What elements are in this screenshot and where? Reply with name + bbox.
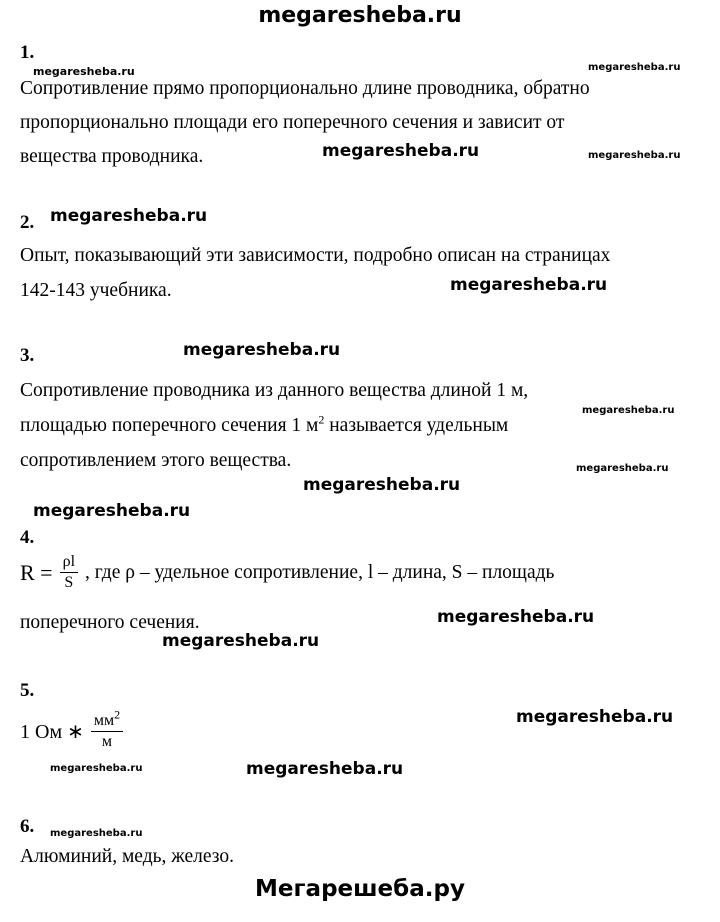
item-6-number: 6. [20, 816, 35, 837]
item-3-number: 3. [20, 345, 35, 366]
watermark: megaresheba.ru [246, 759, 404, 779]
superscript-2: 2 [114, 707, 121, 722]
item-1-line-2: пропорционально площади его поперечного сечения и зависит от [20, 112, 565, 133]
watermark: megaresheba.ru [588, 62, 681, 73]
unit-fraction [91, 707, 123, 752]
formula-lhs: R = [20, 559, 53, 585]
superscript-2: 2 [318, 412, 325, 427]
item-1-number: 1. [20, 42, 35, 63]
watermark: megaresheba.ru [50, 206, 208, 226]
item-4-number: 4. [20, 527, 35, 548]
item-2-line-1: Опыт, показывающий эти зависимости, подробно описан на страницах [20, 245, 611, 266]
formula-fraction [60, 553, 78, 593]
item-2-line-2: 142-143 учебника. [20, 280, 172, 301]
numerator-base: мм [93, 712, 115, 729]
watermark: megaresheba.ru [162, 631, 320, 651]
item-3-line-1: Сопротивление проводника из данного вещества длиной 1 м, [20, 380, 529, 401]
formula-description: , где ρ – удельное сопротивление, l – длина, S – площадь [85, 561, 555, 583]
resistance-formula [20, 553, 554, 593]
item-3-line-2 [20, 412, 509, 437]
watermark: megaresheba.ru [450, 275, 608, 295]
item-3-line-2-tail: называется удельным [324, 415, 509, 436]
item-2-number: 2. [20, 212, 35, 233]
item-6-text: Алюминий, медь, железо. [20, 846, 234, 867]
item-3-line-2-text: площадью поперечного сечения 1 м [20, 415, 319, 436]
item-5-number: 5. [20, 680, 35, 701]
watermark: megaresheba.ru [576, 463, 669, 474]
watermark: megaresheba.ru [588, 150, 681, 161]
watermark: megaresheba.ru [183, 340, 341, 360]
watermark: megaresheba.ru [50, 763, 143, 774]
unit-prefix: 1 Ом ∗ [20, 721, 84, 744]
watermark: megaresheba.ru [33, 501, 191, 521]
item-4-line-2: поперечного сечения. [20, 612, 200, 633]
watermark: megaresheba.ru [50, 828, 143, 839]
item-1-line-1: Сопротивление прямо пропорционально длине проводника, обратно [20, 78, 590, 99]
watermark: megaresheba.ru [516, 707, 674, 727]
watermark: megaresheba.ru [303, 475, 461, 495]
resistivity-unit-formula [20, 707, 123, 752]
watermark: megaresheba.ru [582, 405, 675, 416]
fraction-numerator: ρl [60, 553, 78, 573]
item-3-line-3: сопротивлением этого вещества. [20, 450, 292, 471]
item-1-line-3: вещества проводника. [20, 146, 204, 167]
header-watermark: megaresheba.ru [258, 3, 462, 28]
fraction-denominator: м [101, 733, 113, 751]
fraction-denominator: S [64, 574, 74, 592]
watermark: megaresheba.ru [437, 607, 595, 627]
watermark: megaresheba.ru [33, 65, 135, 78]
footer-brand: Мегарешеба.ру [255, 876, 465, 902]
fraction-numerator [91, 707, 123, 732]
watermark: megaresheba.ru [322, 141, 480, 161]
